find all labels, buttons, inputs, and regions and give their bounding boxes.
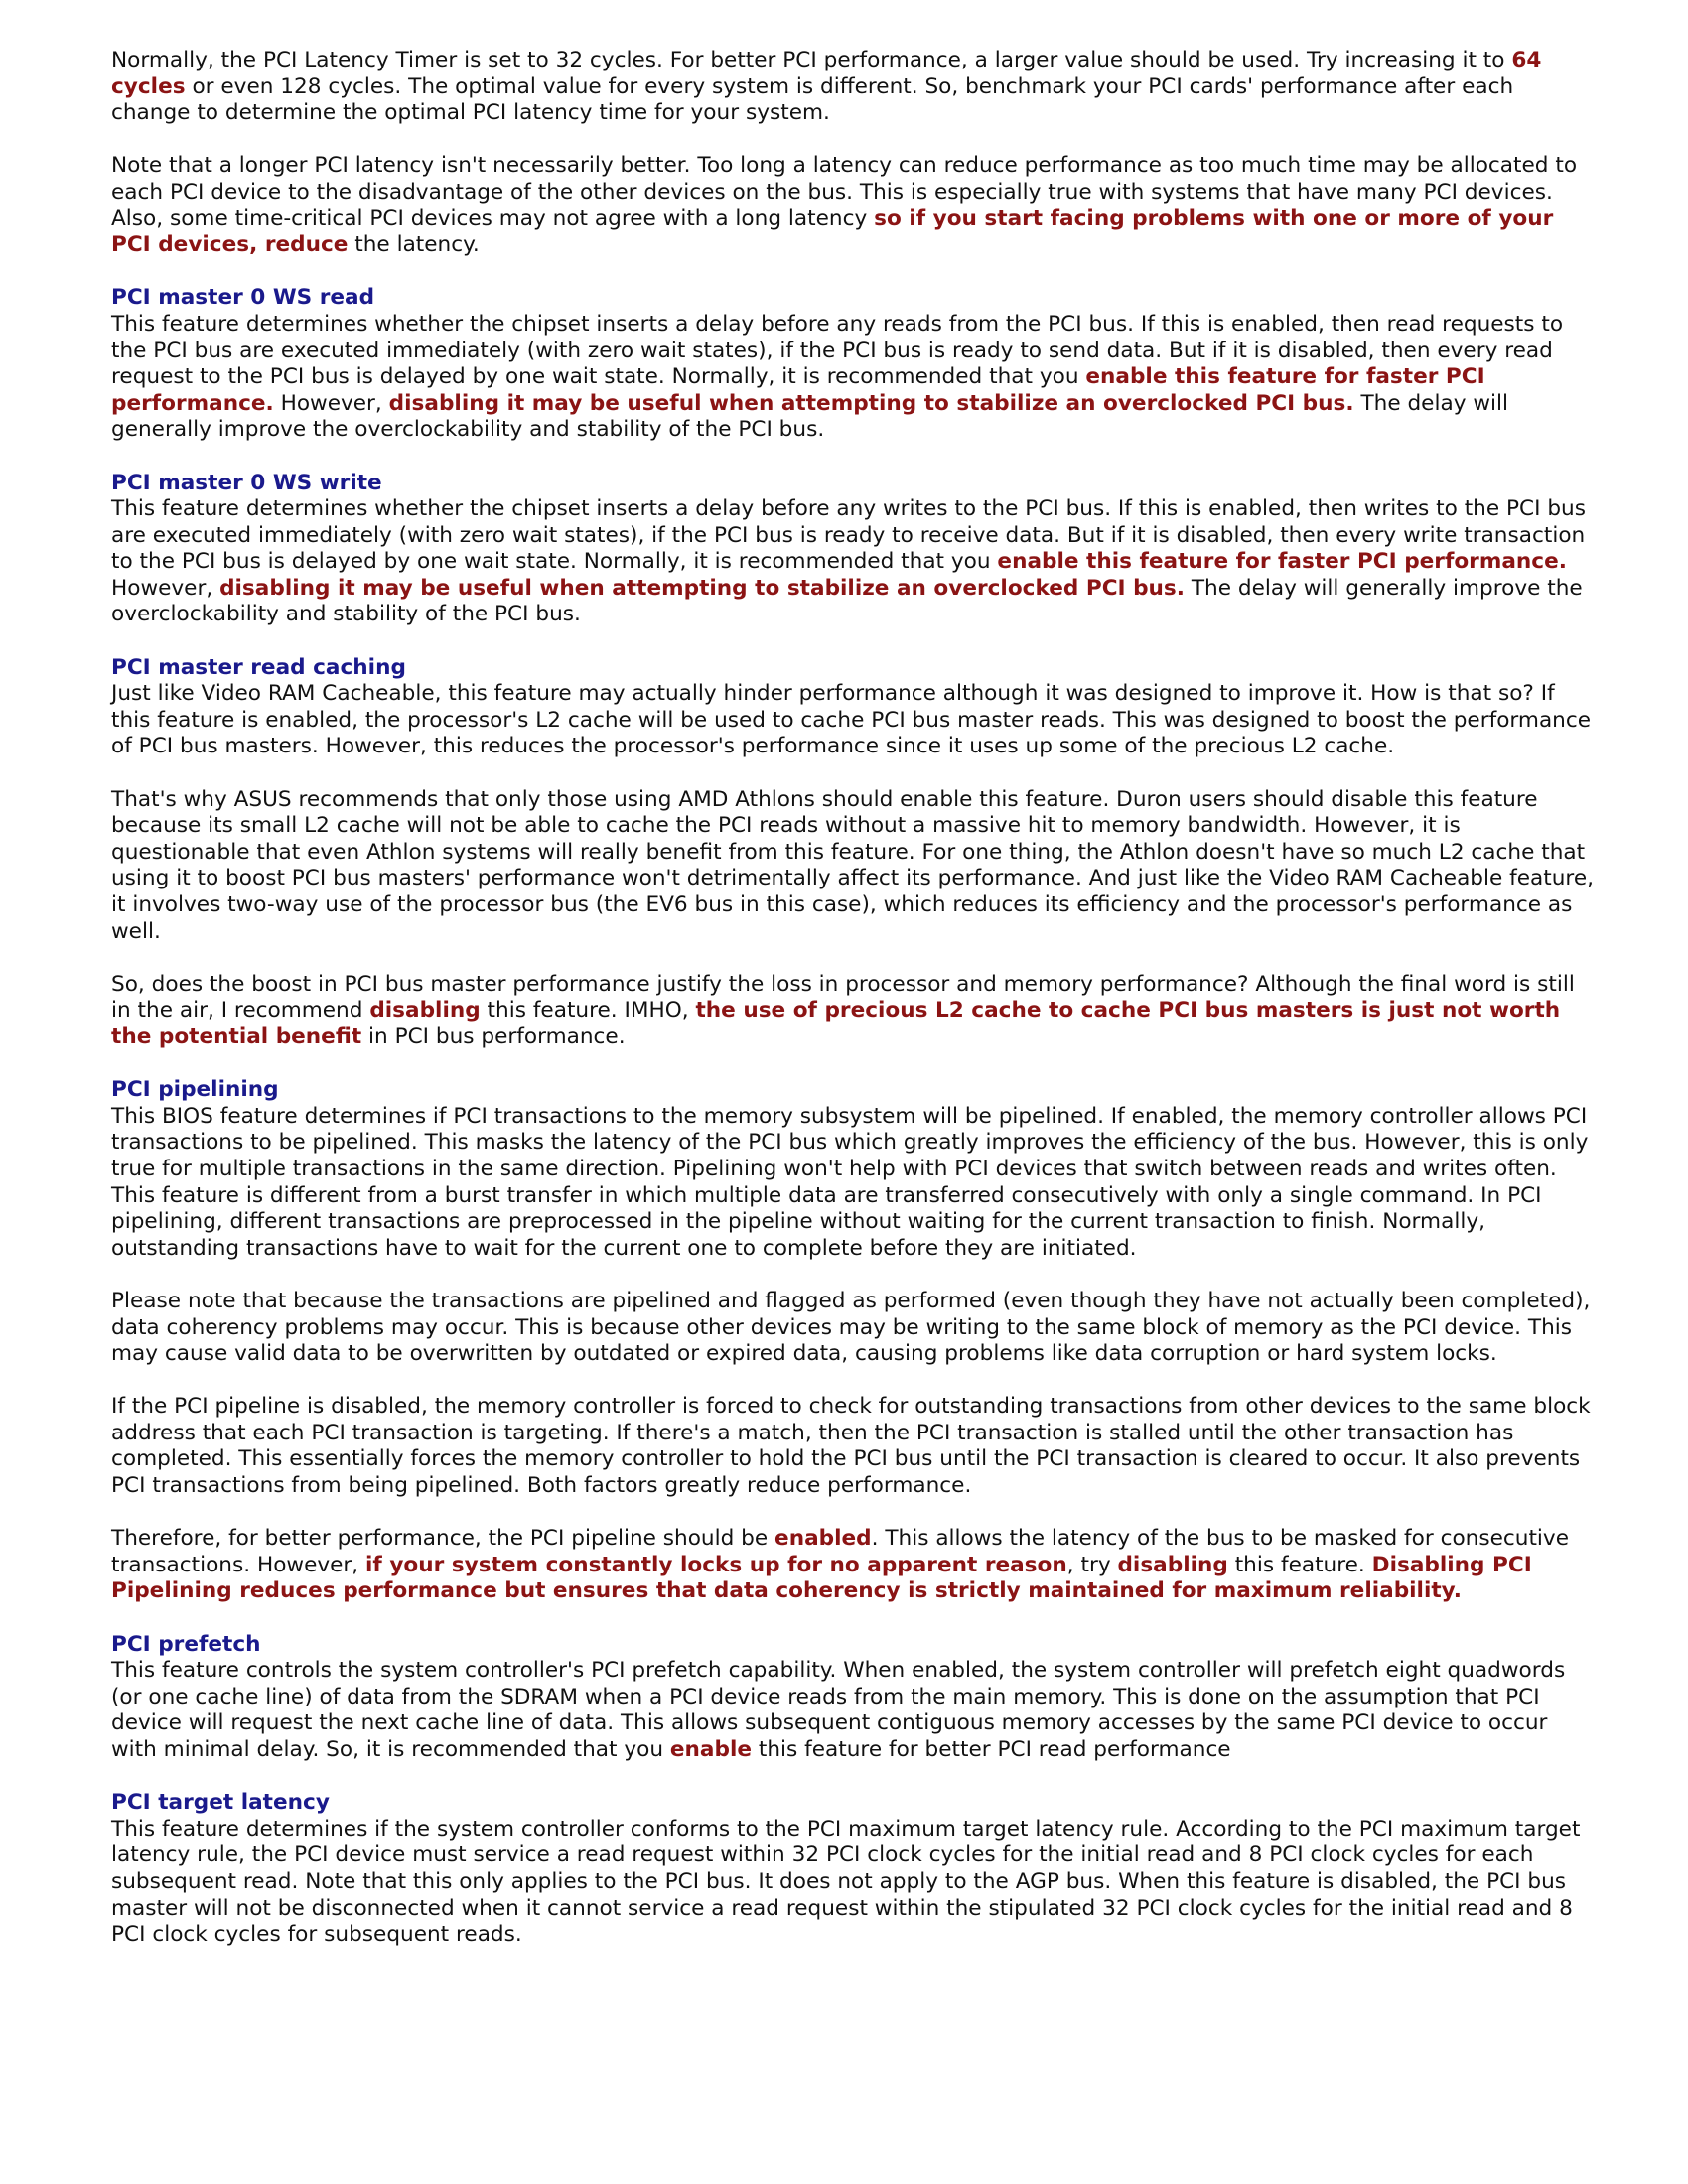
paragraph-body bbox=[111, 972, 1575, 1049]
body-text: This feature controls the system controller's PCI prefetch capability. When enabled, the system controller will prefetch eight quadwords (or one cache line) of data from the SDRAM when a PCI device reads from the main memory. This is done on the assumption that PCI device will request the next cache line of data. This allows subsequent contiguous memory accesses by the same PCI device to occur with minimal delay. So, it is recommended that you bbox=[111, 1658, 1566, 1762]
emphasis-text: disabling it may be useful when attempting to stabilize an overclocked PCI bus. bbox=[219, 575, 1185, 601]
paragraph bbox=[111, 1394, 1595, 1499]
paragraph-body bbox=[111, 681, 1591, 758]
document-section bbox=[111, 655, 1595, 760]
emphasis-text: 64 cycles bbox=[111, 48, 1542, 99]
body-text: Note that a longer PCI latency isn't necessarily better. Too long a latency can reduce performance as too much time may be allocated to each PCI device to the disadvantage of the other devices on the bus. This is especially true with systems that have many PCI devices. Also, some time-critical PCI devices may not agree with a long latency bbox=[111, 153, 1578, 231]
emphasis-text: if your system constantly locks up for no apparent reason bbox=[365, 1552, 1067, 1577]
document-section bbox=[111, 471, 1595, 629]
paragraph bbox=[111, 787, 1595, 946]
body-text: The delay will generally improve the overclockability and stability of the PCI bus. bbox=[111, 575, 1583, 627]
paragraph bbox=[111, 153, 1595, 258]
section-heading: PCI target latency bbox=[111, 1790, 330, 1816]
paragraph-body bbox=[111, 1394, 1591, 1498]
paragraph-body bbox=[111, 787, 1594, 944]
document-section bbox=[111, 1077, 1595, 1262]
section-heading: PCI master 0 WS write bbox=[111, 470, 382, 495]
body-text: The delay will generally improve the overclockability and stability of the PCI bus. bbox=[111, 390, 1508, 443]
body-text: this feature. bbox=[1227, 1552, 1372, 1577]
paragraph-body bbox=[111, 153, 1577, 257]
paragraph-body bbox=[111, 312, 1563, 442]
body-text: That's why ASUS recommends that only those using AMD Athlons should enable this feature. Duron users should disable this feature because its small L2 cache will not be able to cache the PCI reads without a massive hit to memory bandwidth. However, it is questionable that even Athlon systems will really benefit from this feature. For one thing, the Athlon doesn't have so much L2 cache that using it to boost PCI bus masters' performance won't detrimentally affect its performance. And just like the Video RAM Cacheable feature, it involves two-way use of the processor bus (the EV6 bus in this case), which reduces its efficiency and the processor's performance as well. bbox=[111, 786, 1594, 944]
emphasis-text: Disabling PCI Pipelining reduces performance but ensures that data coherency is strictly maintained for maximum reliability. bbox=[111, 1552, 1532, 1604]
paragraph-body bbox=[111, 1104, 1588, 1261]
emphasis-text: disabling it may be useful when attempting to stabilize an overclocked PCI bus. bbox=[388, 390, 1354, 416]
section-heading: PCI master read caching bbox=[111, 654, 406, 680]
document-page bbox=[111, 48, 1595, 1975]
body-text: this feature. IMHO, bbox=[480, 998, 696, 1024]
body-text: However, bbox=[273, 390, 389, 416]
paragraph bbox=[111, 1289, 1595, 1368]
emphasis-text: disabling bbox=[369, 998, 481, 1024]
body-text: or even 128 cycles. The optimal value for every system is different. So, benchmark your PCI cards' performance after each change to determine the optimal PCI latency time for your system. bbox=[111, 73, 1514, 126]
body-text: Normally, the PCI Latency Timer is set to 32 cycles. For better PCI performance, a larger value should be used. Try increasing it to bbox=[111, 48, 1512, 72]
section-heading: PCI master 0 WS read bbox=[111, 285, 375, 311]
body-text: If the PCI pipeline is disabled, the memory controller is forced to check for outstanding transactions from other devices to the same block address that each PCI transaction is targeting. If there's a match, then the PCI transaction is stalled until the other transaction has completed. This essentially forces the memory controller to hold the PCI bus until the PCI transaction is cleared to occur. It also prevents PCI transactions from being pipelined. Both factors greatly reduce performance. bbox=[111, 1394, 1591, 1499]
paragraph-body bbox=[111, 1817, 1580, 1947]
document-section bbox=[111, 1790, 1595, 1949]
emphasis-text: so if you start facing problems with one or more of your PCI devices, reduce bbox=[111, 205, 1554, 258]
paragraph-body bbox=[111, 48, 1541, 125]
body-text: the latency. bbox=[348, 232, 480, 258]
paragraph-body bbox=[111, 1289, 1590, 1366]
paragraph-body bbox=[111, 496, 1586, 626]
emphasis-text: the use of precious L2 cache to cache PCI bus masters is just not worth the potential benefit bbox=[111, 998, 1561, 1049]
body-text: Please note that because the transactions are pipelined and flagged as performed (even though they have not actually been completed), data coherency problems may occur. This is because other devices may be writing to the same block of memory as the PCI device. This may cause valid data to be overwritten by outdated or expired data, causing problems like data corruption or hard system locks. bbox=[111, 1288, 1591, 1367]
body-text: in PCI bus performance. bbox=[361, 1024, 626, 1049]
body-text: . This allows the latency of the bus to be masked for consecutive transactions. However, bbox=[111, 1526, 1569, 1577]
body-text: This BIOS feature determines if PCI transactions to the memory subsystem will be pipelined. If enabled, the memory controller allows PCI transactions to be pipelined. This masks the latency of the PCI bus which greatly improves the efficiency of the bus. However, this is only true for multiple transactions in the same direction. Pipelining won't help with PCI devices that switch between reads and writes often. This feature is different from a burst transfer in which multiple data are transferred consecutively with only a single command. In PCI pipelining, different transactions are preprocessed in the pipeline without waiting for the current transaction to finish. Normally, outstanding transactions have to wait for the current one to complete before they are initiated. bbox=[111, 1103, 1589, 1261]
body-text: this feature for better PCI read performance bbox=[752, 1737, 1231, 1762]
emphasis-text: enable bbox=[669, 1737, 753, 1762]
body-text: Therefore, for better performance, the PCI pipeline should be bbox=[111, 1526, 775, 1552]
section-heading: PCI prefetch bbox=[111, 1631, 261, 1657]
emphasis-text: enable this feature for faster PCI performance. bbox=[111, 364, 1485, 416]
body-text: However, bbox=[111, 575, 220, 601]
body-text: This feature determines if the system controller conforms to the PCI maximum target latency rule. According to the PCI maximum target latency rule, the PCI device must service a read request within 32 PCI clock cycles for the initial read and 8 PCI clock cycles for each subsequent read. Note that this only applies to the PCI bus. It does not apply to the AGP bus. When this feature is disabled, the PCI bus master will not be disconnected when it cannot service a read request within the stipulated 32 PCI clock cycles for the initial read and 8 PCI clock cycles for subsequent reads. bbox=[111, 1816, 1581, 1948]
document-section bbox=[111, 285, 1595, 444]
emphasis-text: enabled bbox=[774, 1526, 872, 1552]
paragraph bbox=[111, 972, 1595, 1051]
paragraph-body bbox=[111, 1526, 1569, 1603]
paragraph bbox=[111, 1526, 1595, 1605]
document-section bbox=[111, 1632, 1595, 1764]
body-text: So, does the boost in PCI bus master performance justify the loss in processor and memory performance? Although the final word is still in the air, I recommend bbox=[111, 971, 1575, 1024]
emphasis-text: disabling bbox=[1117, 1552, 1228, 1577]
body-text: Just like Video RAM Cacheable, this feature may actually hinder performance although it was designed to improve it. How is that so? If this feature is enabled, the processor's L2 cache will be used to cache PCI bus master reads. This was designed to boost the performance of PCI bus masters. However, this reduces the processor's performance since it uses up some of the precious L2 cache. bbox=[111, 681, 1592, 759]
body-text: This feature determines whether the chipset inserts a delay before any reads from the PCI bus. If this is enabled, then read requests to the PCI bus are executed immediately (with zero wait states), if the PCI bus is ready to send data. But if it is disabled, then every read request to the PCI bus is delayed by one wait state. Normally, it is recommended that you bbox=[111, 311, 1564, 390]
body-text: This feature determines whether the chipset inserts a delay before any writes to the PCI bus. If this is enabled, then writes to the PCI bus are executed immediately (with zero wait states), if the PCI bus is ready to receive data. But if it is disabled, then every write transaction to the PCI bus is delayed by one wait state. Normally, it is recommended that you bbox=[111, 496, 1586, 575]
paragraph bbox=[111, 48, 1595, 127]
body-text: , try bbox=[1066, 1552, 1118, 1577]
emphasis-text: enable this feature for faster PCI performance. bbox=[997, 549, 1567, 575]
section-heading: PCI pipelining bbox=[111, 1077, 279, 1103]
paragraph-body bbox=[111, 1658, 1565, 1762]
